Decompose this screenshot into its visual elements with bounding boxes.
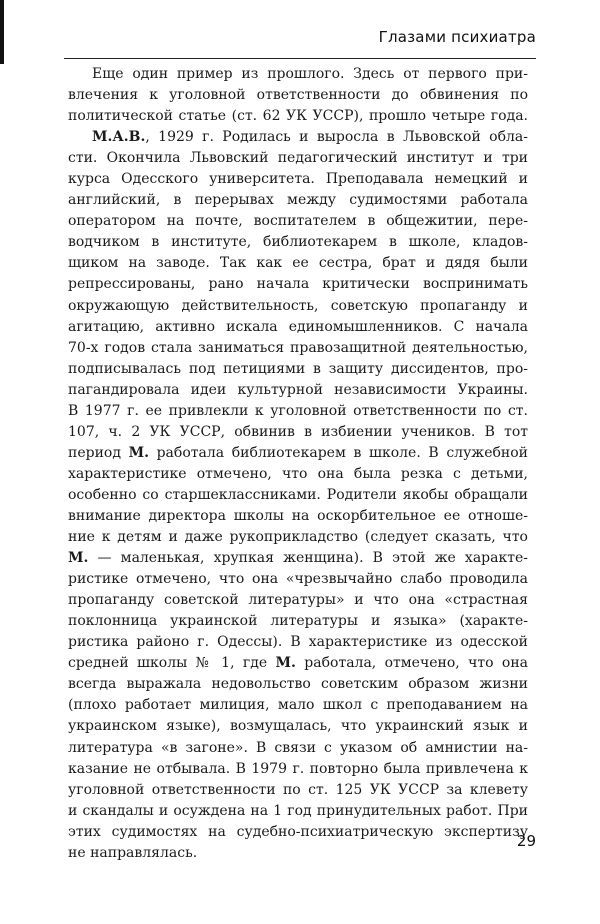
text-line: Еще один пример из прошлого. Здесь от первого при-	[92, 66, 528, 82]
text-line: не направлялась.	[68, 844, 198, 861]
text-line: 107, ч. 2 УК УССР, обвинив в избиении учеников. В тот	[68, 423, 528, 440]
text-line	[68, 548, 528, 569]
text-line: пропаганду советской литературы» и что она «страстная	[68, 592, 528, 609]
text-line: всегда выражала недовольство советским образом жизни	[68, 676, 528, 693]
text-run: работала библиотекарем в школе. В служебной	[148, 444, 528, 461]
initial-m: М.	[128, 444, 149, 461]
text-line: особенно со старшеклассниками. Родители якобы обращали	[68, 486, 528, 503]
text-run: , 1929 г. Родилась и выросла в Львовской обла-	[145, 129, 528, 146]
text-line: и скандалы и осуждена на 1 год принудительных работ. При	[68, 802, 528, 819]
text-line: ристика районо г. Одессы). В характеристике из одесской	[68, 634, 528, 651]
paragraph-case-mav	[68, 127, 528, 864]
text-line: (плохо работает милиция, мало школ с преподаванием на	[68, 697, 528, 714]
text-line: подписывалась под петициями в защиту диссидентов, про-	[68, 360, 528, 377]
running-title: Глазами психиатра	[378, 28, 536, 46]
page-number: 29	[516, 832, 536, 850]
text-run: — маленькая, хрупкая женщина). В этой же характе-	[88, 550, 528, 567]
text-line: репрессированы, рано начала критически воспринимать	[68, 276, 528, 293]
text-line	[68, 443, 528, 464]
text-line: курса Одесского университета. Преподавала немецкий и	[68, 171, 528, 188]
page-edge-mark	[0, 0, 4, 64]
text-line: внимание директора школы на оскорбительное ее отноше-	[68, 507, 528, 524]
text-line: ние к детям и даже рукоприкладство (следует сказать, что	[68, 529, 528, 546]
text-run: работала, отмечено, что она	[295, 655, 529, 672]
text-line: украинском языке), возмущалась, что украинский язык и	[68, 718, 528, 735]
text-line: пагандировала идеи культурной независимости Украины.	[68, 381, 528, 398]
text-line	[68, 127, 528, 148]
text-run: период	[68, 444, 129, 461]
text-line: литература «в загоне». В связи с указом об амнистии на-	[68, 739, 528, 756]
text-line: поклонница украинской литературы и языка» (характе-	[68, 613, 528, 630]
text-line: этих судимостях на судебно-психиатрическую экспертизу	[68, 823, 528, 840]
text-line	[68, 653, 528, 674]
case-initials: М.А.В.	[92, 129, 146, 146]
text-line: оператором на почте, воспитателем в общежитии, пере-	[68, 213, 528, 230]
text-line: водчиком в институте, библиотекарем в школе, кладов-	[68, 234, 528, 251]
text-line: английский, в перерывах между судимостями работала	[68, 192, 528, 209]
text-line: сти. Окончила Львовский педагогический институт и три	[68, 150, 528, 167]
text-line: окружающую действительность, советскую пропаганду и	[68, 297, 528, 314]
paragraph-intro	[68, 64, 528, 127]
text-line: влечения к уголовной ответственности до обвинения по	[68, 87, 528, 104]
text-line: агитацию, активно искала единомышленников. С начала	[68, 318, 528, 335]
text-line: ристике отмечено, что она «чрезвычайно слабо проводила	[68, 571, 528, 588]
body-text	[68, 64, 528, 864]
text-line: щиком на заводе. Так как ее сестра, брат и дядя были	[68, 255, 528, 272]
text-line: уголовной ответственности по ст. 125 УК УССР за клевету	[68, 781, 528, 798]
text-line: В 1977 г. ее привлекли к уголовной ответственности по ст.	[68, 402, 528, 419]
text-run: средней школы № 1, где	[68, 655, 276, 672]
initial-m: М.	[275, 655, 296, 672]
initial-m: М.	[68, 550, 89, 567]
header-rule	[64, 58, 536, 59]
text-line: 70-х годов стала заниматься правозащитной деятельностью,	[68, 339, 528, 356]
text-line: политической статье (ст. 62 УК УССР), прошло четыре года.	[68, 108, 528, 125]
text-line: казание не отбывала. В 1979 г. повторно была привлечена к	[68, 760, 528, 777]
text-line: характеристике отмечено, что она была резка с детьми,	[68, 465, 528, 482]
